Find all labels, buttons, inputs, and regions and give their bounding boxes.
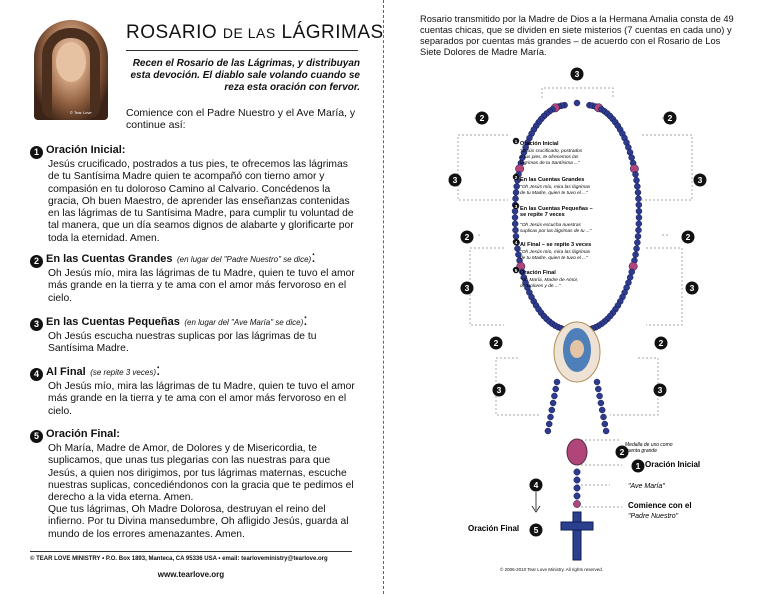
large-bead (573, 500, 580, 507)
number-badge-label: 2 (619, 447, 625, 458)
small-bead (636, 208, 642, 214)
section-body: Oh Jesús mío, mira las lágrimas de tu Madre, quien te tuvo el amor más grande en la tierra y te ama con el amor más fervoroso en el cielo. (48, 381, 355, 417)
stem-bead (574, 469, 580, 475)
small-bead (513, 227, 519, 233)
number-badge-label: 1 (635, 461, 641, 472)
label-oracion-final: Oración Final (468, 524, 520, 533)
small-bead (633, 171, 639, 177)
small-bead (636, 215, 642, 221)
section-number: 2 (30, 255, 43, 268)
page-title (126, 22, 384, 44)
number-badge-label: 3 (697, 175, 703, 186)
small-bead (636, 221, 642, 227)
small-bead (548, 414, 554, 420)
section-heading: En las Cuentas Pequeñas (46, 316, 180, 328)
arrow-down-icon (532, 492, 540, 512)
number-badge-label: 2 (685, 232, 691, 243)
section-oracion-final (30, 424, 360, 504)
number-badge-label: 2 (514, 174, 518, 180)
section-heading: Oración Final: (46, 428, 120, 440)
legend-title-4: Al Final – se repite 3 veces (520, 242, 592, 248)
small-bead (635, 227, 641, 233)
small-bead (550, 400, 556, 406)
footer-address: © TEAR LOVE MINISTRY • P.O. Box 1893, Manteca, CA 95336 USA • email: tearloveministry@tearlove.org (30, 556, 328, 562)
number-badge-label: 2 (658, 338, 664, 349)
section-note: (en lugar del "Padre Nuestro" se dice) (177, 255, 312, 264)
small-bead (635, 196, 641, 202)
small-bead (595, 386, 601, 392)
label-ave-maria: "Ave María" (628, 483, 665, 490)
section-number: 1 (30, 146, 43, 159)
number-badge-label: 3 (689, 283, 695, 294)
section-heading: Oración Inicial: (46, 144, 126, 156)
small-bead (603, 428, 609, 434)
section-note: (se repite 3 veces) (90, 368, 156, 377)
small-bead (635, 233, 641, 239)
number-badge-label: 2 (479, 113, 485, 124)
small-bead (549, 407, 555, 413)
small-bead (551, 393, 557, 399)
section-number: 3 (30, 318, 43, 331)
small-bead (599, 407, 605, 413)
number-badge-label: 4 (514, 239, 518, 245)
small-bead (629, 155, 635, 161)
legend-title-5: Oración Final (520, 270, 556, 276)
number-badge-label: 2 (667, 113, 673, 124)
small-bead (546, 421, 552, 427)
section-body: Oh María, Madre de Amor, de Dolores y de Misericordia, te suplicamos, que unas tus plegarias con las nuestras para que Jesús, a quien nos dirigimos, por tus lágrimas maternas, escuche nuestras suplicas, concediéndonos con la gracia que te pedimos el derecho a la vida eterna. Amen. (48, 443, 354, 504)
small-bead (513, 189, 519, 195)
legend-title-3: En las Cuentas Pequeñas – se repite 7 veces (520, 206, 593, 218)
small-bead (601, 414, 607, 420)
small-bead (594, 379, 600, 385)
legend-text-5: "Oh María, Madre de Amor, de Dolores y de ..." (520, 278, 579, 289)
label-oracion-inicial: Oración Inicial (645, 460, 701, 469)
title-word-3: LÁGRIMAS (281, 22, 384, 43)
small-bead (629, 269, 635, 275)
small-bead (633, 177, 639, 183)
crucifix (561, 512, 593, 560)
number-badge-label: 5 (514, 267, 518, 273)
stem-bead (574, 493, 580, 499)
section-heading: En las Cuentas Grandes (46, 253, 173, 265)
label-comience: Comience con el (628, 501, 692, 510)
small-bead (545, 428, 551, 434)
small-bead (597, 393, 603, 399)
small-bead (635, 189, 641, 195)
section-number: 5 (30, 430, 43, 443)
copyright: © 2006-2010 Tear Love Ministry. All rights reserved. (500, 567, 603, 572)
rosary-diagram (400, 60, 740, 565)
small-bead (636, 202, 642, 208)
number-badge-label: 1 (514, 138, 518, 144)
number-badge-label: 2 (464, 232, 470, 243)
small-bead (512, 215, 518, 221)
small-bead (598, 400, 604, 406)
label-padre-nuestro: "Padre Nuestro" (628, 513, 679, 520)
medal-bead (567, 439, 587, 465)
number-badge-label: 5 (533, 525, 539, 536)
legend-box (520, 141, 593, 289)
stem-bead (574, 477, 580, 483)
section-body: Oh Jesús mío, mira las lágrimas de tu Madre, quien te tuvo el amor más grande en la tierra y te ama con el amor más fervoroso en el cielo. (48, 268, 355, 304)
section-al-final: 4 Al Final (se repite 3 veces): Oh Jesús mío, mira las lágrimas de tu Madre, quien te tuvo el amor más grande en la tierra y te ama con el amor más fervoroso en el cielo. (30, 362, 360, 418)
stem-bead (574, 485, 580, 491)
small-bead (512, 221, 518, 227)
legend-text-2: "Oh Jesús mío, mira las lágrimas de tu Madre, quien te tuvo el ..." (520, 185, 591, 196)
small-bead (514, 183, 520, 189)
number-badge-label: 2 (493, 338, 499, 349)
mary-portrait (34, 20, 108, 120)
section-heading: Al Final (46, 366, 86, 378)
medal-label: Medalla de uso como cuenta grande (625, 442, 673, 454)
title-word-2: DE LAS (222, 25, 276, 41)
section-cuentas-pequenas: 3 En las Cuentas Pequeñas (en lugar del "Ave María" se dice): Oh Jesús escucha nuestras suplicas por las lágrimas de tu Santísima Madre. (30, 312, 360, 356)
title-divider (126, 50, 358, 51)
title-word-1: ROSARIO (126, 22, 218, 43)
website-link[interactable]: www.tearlove.org (157, 570, 225, 579)
small-bead (634, 240, 640, 246)
number-badge-label: 3 (514, 203, 518, 209)
section-body: Jesús crucificado, postrados a tus pies, te ofrecemos las lágrimas de tu Santísima Madre quien te acompañó con tierno amor y compasión en tu doloroso Camino al Calvario. Concédenos la gracia, Oh buen Maestro, de aprender las enseñanzas contenidas en las lágrimas de tu Santísima Madre, para cumplir tu voluntad de tal manera, que un día seamos dignos de alabarte y glorificarte por toda la eternidad. Amen. (48, 159, 354, 244)
rosary-intro: Rosario transmitido por la Madre de Dios a la Hermana Amalia consta de 49 cuentas chicas, que se dividen en siete misterios (7 cuentas en cada uno) y separados por cuentas más grandes – de acuerdo con el Rosario de Los Siete Dolores de Madre María. (420, 14, 734, 57)
small-bead (634, 246, 640, 252)
number-badge-label: 3 (657, 385, 663, 396)
section-body: Oh Jesús escucha nuestras suplicas por las lágrimas de tu Santísima Madre. (48, 331, 317, 355)
small-bead (513, 233, 519, 239)
legend-text-3: "Oh Jesús escucha nuestras suplicas por las lágrimas de tu ..." (520, 223, 592, 234)
small-bead (513, 196, 519, 202)
small-bead (512, 208, 518, 214)
number-badge-label: 3 (464, 283, 470, 294)
legend-title-2: En las Cuentas Grandes (520, 177, 585, 183)
legend-text-4: "Oh Jesús mío, mira las lágrimas de tu Madre, quien te tuvo el ..." (520, 250, 591, 261)
section-note: (en lugar del "Ave María" se dice) (184, 318, 304, 327)
number-badge-label: 3 (452, 175, 458, 186)
footer-divider (30, 551, 352, 552)
small-bead (633, 252, 639, 258)
begin-instruction: Comience con el Padre Nuestro y el Ave María, y continue así: (126, 107, 356, 131)
cut-line (383, 0, 384, 594)
section-oracion-inicial (30, 140, 360, 245)
legend-title-1: Oración Inicial (520, 141, 559, 147)
portrait-credit: © Tear Love (70, 110, 92, 115)
intro-text: Recen el Rosario de las Lágrimas, y distribuyan esta devoción. El diablo sale volando cuando se reza esta oración con fervor. (130, 58, 360, 93)
section-number: 4 (30, 368, 43, 381)
mary-medallion (554, 322, 600, 382)
legend-text-1: "Jesús crucificado, postrados a tus pies, te ofrecemos las lágrimas de tu Santísima ..." (520, 149, 583, 166)
small-bead (553, 386, 559, 392)
number-badge-label: 4 (533, 480, 539, 491)
number-badge-label: 3 (574, 69, 580, 80)
small-bead (634, 183, 640, 189)
number-badge-label: 3 (496, 385, 502, 396)
closing-prayer: Que tus lágrimas, Oh Madre Dolorosa, destruyan el reino del infierno. Por tu Divina mansedumbre, Oh afligido Jesús, guarda al mundo de los errores amenazantes. Amen. (48, 504, 349, 540)
small-bead (574, 100, 580, 106)
section-cuentas-grandes: 2 En las Cuentas Grandes (en lugar del "Padre Nuestro" se dice): Oh Jesús mío, mira las lágrimas de tu Madre, quien te tuvo el amor más grande en la tierra y te ama con el amor más fervoroso en el cielo. (30, 249, 360, 305)
small-bead (602, 421, 608, 427)
small-bead (554, 379, 560, 385)
